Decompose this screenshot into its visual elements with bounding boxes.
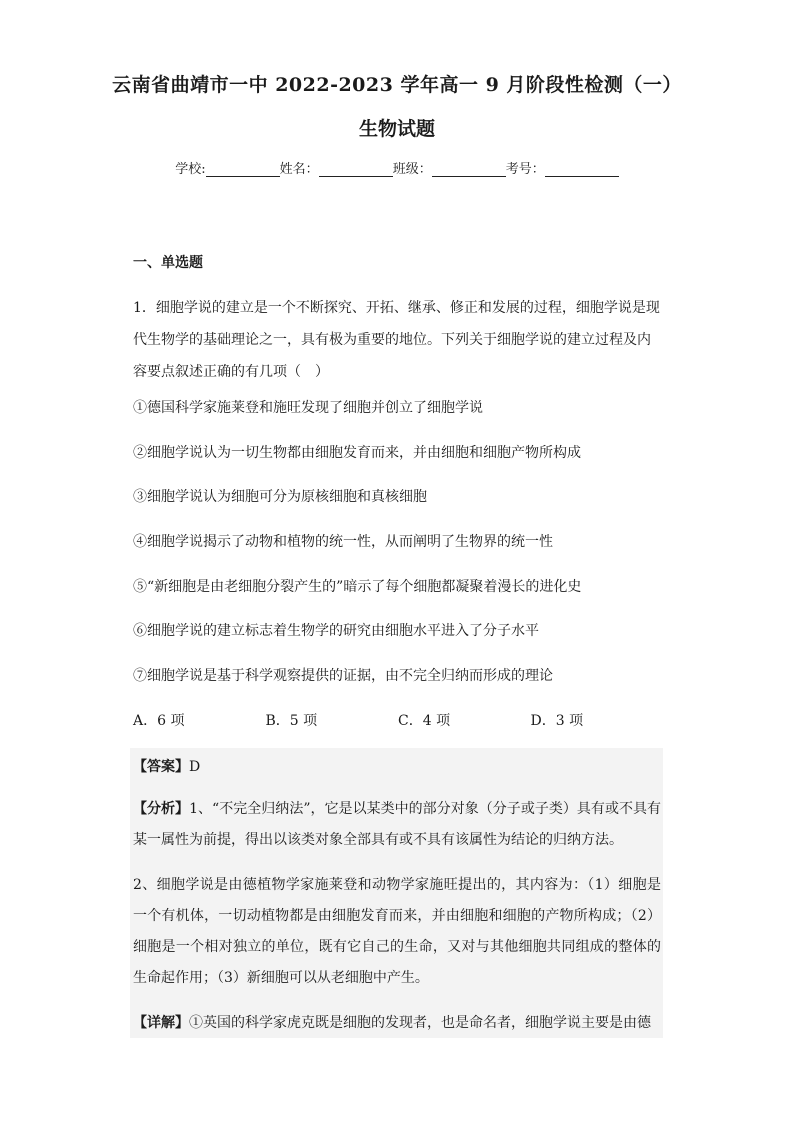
choice-a: A．6 项 [133, 713, 185, 729]
analysis-paragraph-1 [133, 794, 661, 856]
detail-text: ①英国的科学家虎克既是细胞的发现者，也是命名者，细胞学说主要是由德 [189, 1015, 651, 1031]
statement-item: ④细胞学说揭示了动物和植物的统一性，从而阐明了生物界的统一性 [133, 534, 553, 550]
school-label: 学校: [175, 162, 206, 177]
answer-value: D [189, 759, 201, 775]
analysis-label: 【分析】 [133, 801, 190, 817]
answer-choices [133, 710, 663, 730]
student-info-line [0, 158, 794, 177]
choice-c: C．4 项 [398, 713, 451, 729]
name-label: 姓名： [279, 162, 319, 177]
statement-item: ②细胞学说认为一切生物都由细胞发育而来，并由细胞和细胞产物所构成 [133, 445, 581, 461]
analysis-paragraph-2: 2、细胞学说是由德植物学家施莱登和动物学家施旺提出的，其内容为：（1）细胞是一个有机体，一切动植物都是由细胞发育而来，并由细胞和细胞的产物所构成；（2）细胞是一个相对独立的单位，既有它自己的生命，又对与其他细胞共同组成的整体的生命起作用；（3）新细胞可以从老细胞中产生。 [133, 877, 661, 986]
analysis-text-1: 1、“不完全归纳法”，它是以某类中的部分对象（分子或子类）具有或不具有某一属性为前提，得出以该类对象全部具有或不具有该属性为结论的归纳方法。 [133, 801, 661, 848]
answer-label: 【答案】 [133, 759, 189, 775]
school-blank [206, 162, 280, 177]
statement-item: ⑥细胞学说的建立标志着生物学的研究由细胞水平进入了分子水平 [133, 623, 539, 639]
class-blank [432, 162, 506, 177]
section-heading: 一、单选题 [133, 255, 203, 271]
choice-b: B．5 项 [265, 713, 318, 729]
answer-line [133, 756, 660, 776]
document-title: 云南省曲靖市一中 2022-2023 学年高一 9 月阶段性检测（一） [112, 74, 682, 96]
statement-item: ⑦细胞学说是基于科学观察提供的证据，由不完全归纳而形成的理论 [133, 668, 553, 684]
choice-d: D．3 项 [530, 713, 584, 729]
exam-number-label: 考号： [505, 162, 545, 177]
detail-label: 【详解】 [133, 1015, 189, 1031]
statement-item: ③细胞学说认为细胞可分为原核细胞和真核细胞 [133, 489, 427, 505]
statement-item: ①德国科学家施莱登和施旺发现了细胞并创立了细胞学说 [133, 400, 483, 416]
name-blank [319, 162, 393, 177]
exam-number-blank [545, 162, 619, 177]
document-subtitle: 生物试题 [358, 118, 435, 140]
statement-item: ⑤“新细胞是由老细胞分裂产生的”暗示了每个细胞都凝聚着漫长的进化史 [133, 579, 582, 595]
question-stem: 1．细胞学说的建立是一个不断探究、开拓、继承、修正和发展的过程，细胞学说是现代生物学的基础理论之一，具有极为重要的地位。下列关于细胞学说的建立过程及内容要点叙述正确的有几项（ ） [133, 300, 660, 380]
detail-paragraph [133, 1008, 661, 1039]
class-label: 班级： [392, 162, 432, 177]
